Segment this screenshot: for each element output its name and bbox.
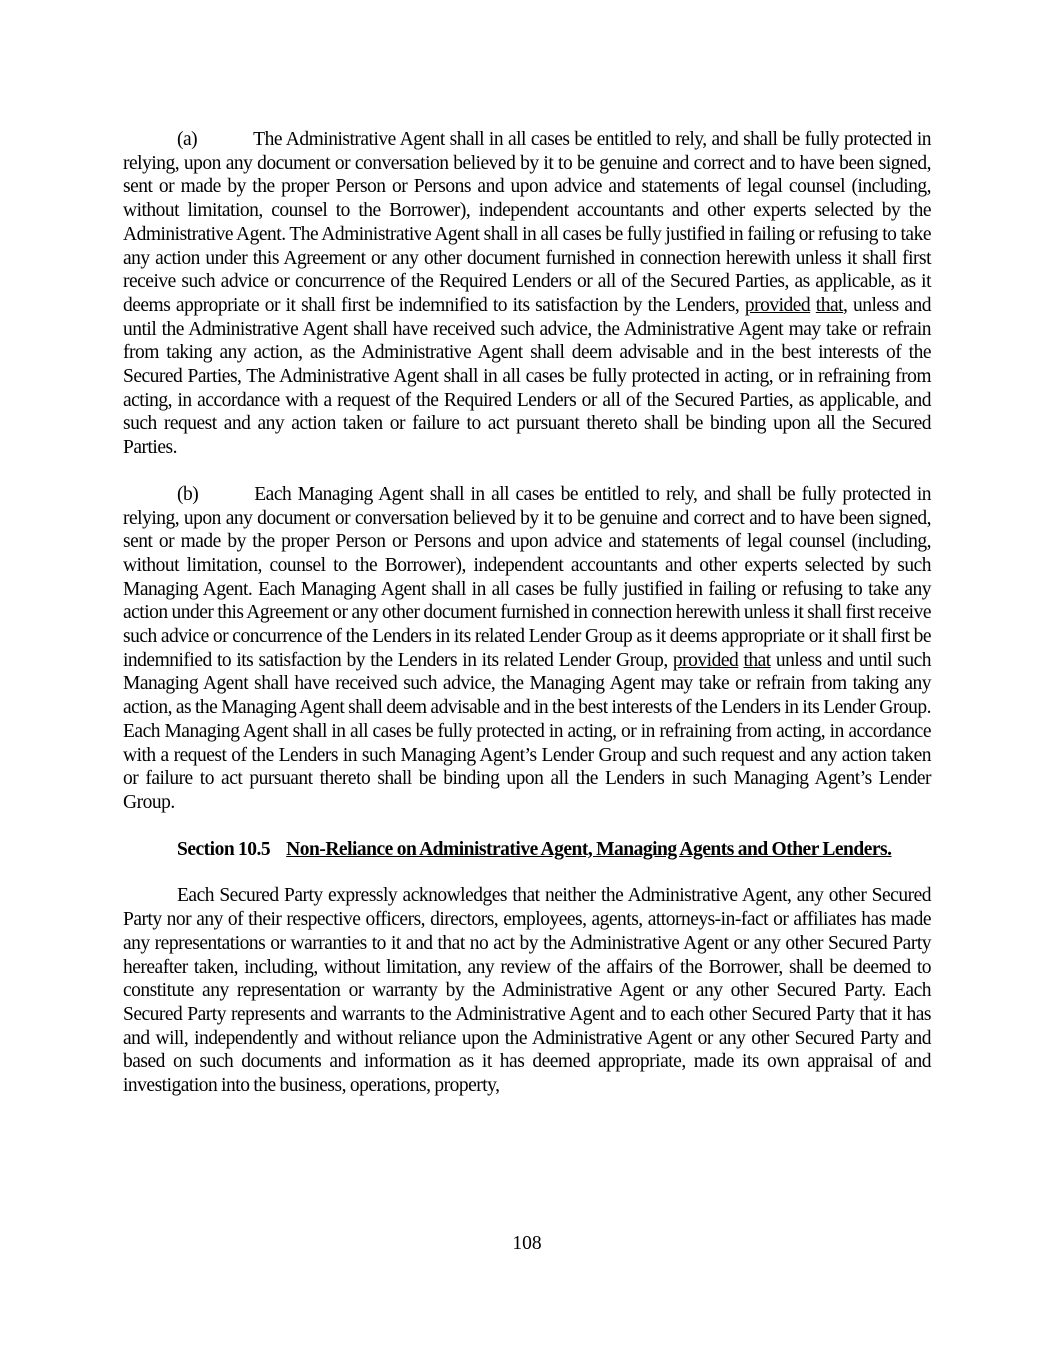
paragraph-c-text: Each Secured Party expressly acknowledges that neither the Administrative Agent, any other Secured Party nor any of their respective officers, directors, employees, agents, attorneys-in-fact or affiliates has made any representations or warranties to it and that no act by the Administrative Agent or any other Secured Party hereafter taken, including, without limitation, any review of the affairs of the Borrower, shall be deemed to constitute any representation or warranty by the Administrative Agent or any other Secured Party. Each Secured Party represents and warrants to the Administrative Agent and to each other Secured Party that it has and will, independently and without reliance upon the Administrative Agent or any other Secured Party and based on such documents and information as it has deemed appropriate, made its own appraisal of and investigation into the business, operations, property, — [123, 885, 931, 1097]
section-heading-title: Non-Reliance on Administrative Agent, Managing Agents and Other Lenders. — [286, 838, 892, 860]
underlined-text-run: provided — [672, 649, 739, 671]
section-heading-number: Section 10.5 — [177, 838, 271, 860]
paragraph-a-text — [123, 129, 931, 458]
text-run: Each Managing Agent shall in all cases be entitled to rely, and shall be fully protected in relying, upon any document or conversation believed by it to be genuine and correct and to have been signed, sent or made by the proper Person or Persons and upon advice and statements of legal counsel (including, without limitation, counsel to the Borrower), independent accountants and other experts selected by such Managing Agent. Each Managing Agent shall in all cases be fully justified in failing or refusing to take any action under this Agreement or any other document furnished in connection herewith unless it shall first receive such advice or concurrence of the Lenders in its related Lender Group as it deems appropriate or it shall first be indemnified to its satisfaction by the Lenders in its related Lender Group, — [123, 483, 931, 671]
text-block — [123, 128, 931, 1098]
text-run: The Administrative Agent shall in all cases be entitled to rely, and shall be fully protected in relying, upon any document or conversation believed by it to be genuine and correct and to have been signed, sent or made by the proper Person or Persons and upon advice and statements of legal counsel (including, without limitation, counsel to the Borrower), independent accountants and other experts selected by the Administrative Agent. The Administrative Agent shall in all cases be fully justified in failing or refusing to take any action under this Agreement or any other document furnished in connection herewith unless it shall first receive such advice or concurrence of the Required Lenders or all of the Secured Parties, as applicable, as it deems appropriate or it shall first be indemnified to its satisfaction by the Lenders, — [123, 129, 931, 316]
section-heading — [123, 838, 931, 862]
paragraph-c — [123, 884, 931, 1097]
paragraph-b-text — [123, 484, 931, 813]
paragraph-a-label: (a) — [177, 129, 198, 150]
paragraph-a — [123, 128, 931, 460]
paragraph-b-label: (b) — [177, 483, 199, 505]
underlined-text-run: provided — [744, 294, 811, 316]
paragraph-b — [123, 483, 931, 815]
page-number: 108 — [512, 1233, 542, 1254]
text-run: unless and until such Managing Agent shall have received such advice, the Managing Agent may take or refrain from taking any action, as the Managing Agent shall deem advisable and in the best interests of the Lenders in its Lender Group. Each Managing Agent shall in all cases be fully protected in acting, or in refraining from acting, in accordance with a request of the Lenders in such Managing Agent’s Lender Group and such request and any action taken or failure to act pursuant thereto shall be binding upon all the Lenders in such Managing Agent’s Lender Group. — [123, 649, 931, 813]
underlined-text-run: that — [815, 294, 844, 316]
text-run: , unless and until the Administrative Agent shall have received such advice, the Administrative Agent may take or refrain from taking any action, as the Administrative Agent shall deem advisable and in the best interests of the Secured Parties, The Administrative Agent shall in all cases be fully protected in acting, or in refraining from acting, in accordance with a request of the Required Lenders or all of the Secured Parties, as applicable, and such request and any action taken or failure to act pursuant thereto shall be binding upon all the Secured Parties. — [123, 294, 932, 459]
underlined-text-run: that — [743, 649, 771, 671]
